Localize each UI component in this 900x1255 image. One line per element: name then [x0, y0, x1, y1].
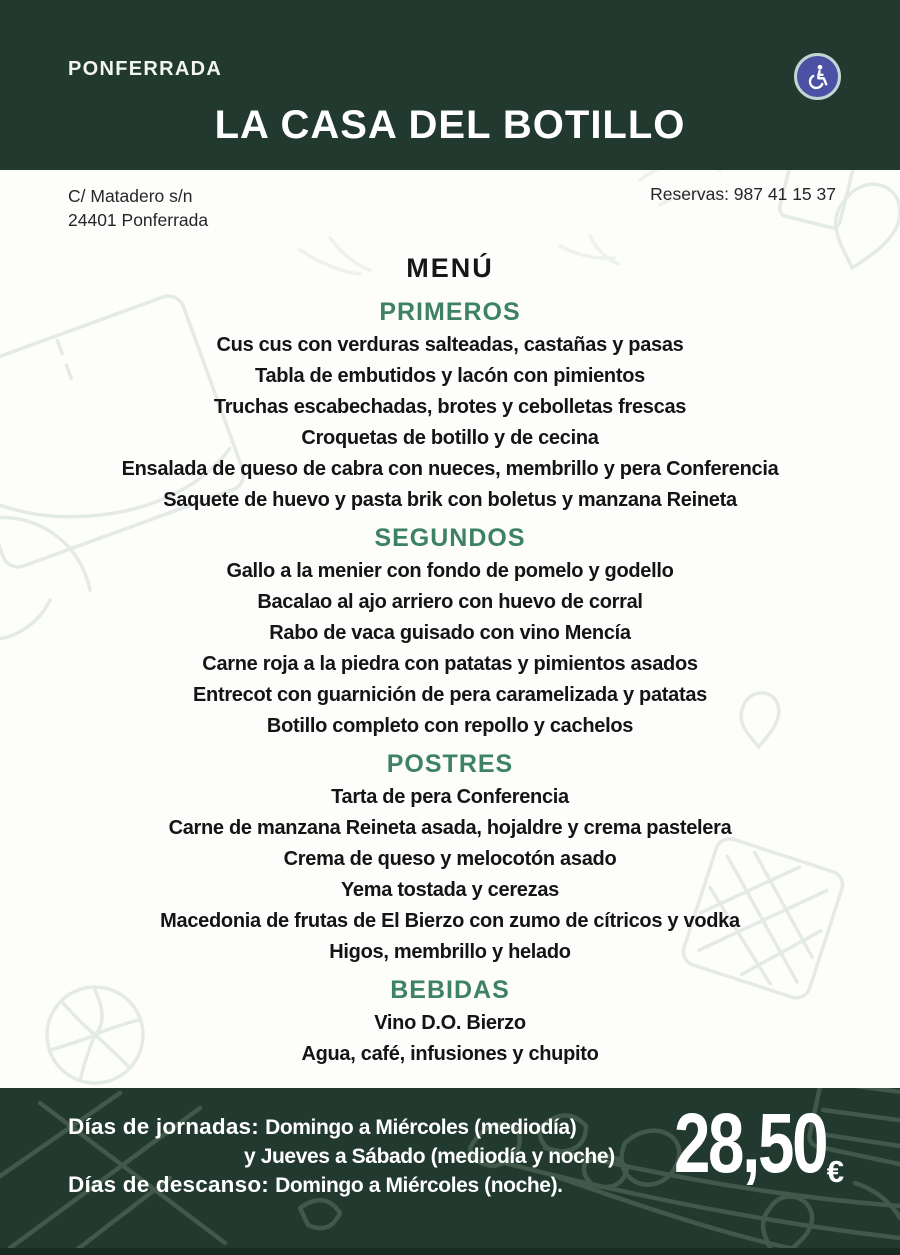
restaurant-title: LA CASA DEL BOTILLO [214, 103, 686, 147]
menu-item: Croquetas de botillo y de cecina [301, 427, 599, 449]
menu-price [631, 1096, 844, 1190]
menu-item: Carne roja a la piedra con patatas y pimientos asados [202, 653, 698, 675]
city-label: PONFERRADA [68, 58, 223, 80]
menu-item: Vino D.O. Bierzo [374, 1012, 526, 1034]
menu-section-primeros [0, 298, 900, 516]
menu-item: Rabo de vaca guisado con vino Mencía [269, 622, 631, 644]
menu-item: Carne de manzana Reineta asada, hojaldre y crema pastelera [168, 817, 732, 839]
price-amount: 28,50 [673, 1096, 826, 1190]
accessibility-widget-button[interactable] [794, 53, 841, 100]
menu-item: Gallo a la menier con fondo de pomelo y godello [226, 560, 674, 582]
menu-item: Higos, membrillo y helado [329, 941, 571, 963]
doodle-heart-small-icon [300, 1200, 340, 1228]
section-heading-primeros: PRIMEROS [379, 298, 521, 326]
section-heading-bebidas: BEBIDAS [390, 976, 510, 1004]
menu-item: Tabla de embutidos y lacón con pimientos [255, 365, 645, 387]
schedule-line-jornadas [68, 1113, 615, 1142]
jornadas-value-1: Domingo a Miércoles (mediodía) [265, 1116, 577, 1139]
menu-item: Agua, café, infusiones y chupito [301, 1043, 599, 1065]
menu-item: Macedonia de frutas de El Bierzo con zumo de cítricos y vodka [160, 910, 740, 932]
address-line-2: 24401 Ponferrada [68, 210, 209, 230]
address-line-1: C/ Matadero s/n [68, 186, 193, 206]
menu-item: Truchas escabechadas, brotes y cebolletas frescas [213, 396, 687, 418]
doodle-curve-icon [855, 1183, 900, 1218]
descanso-label: Días de descanso: [68, 1172, 269, 1197]
menu-body [0, 252, 900, 1070]
reservations-phone: Reservas: 987 41 15 37 [650, 184, 836, 204]
descanso-value: Domingo a Miércoles (noche). [275, 1174, 563, 1197]
menu-item: Ensalada de queso de cabra con nueces, membrillo y pera Conferencia [121, 458, 779, 480]
menu-item: Bacalao al ajo arriero con huevo de corral [257, 591, 643, 613]
schedule-line-jornadas-2 [68, 1142, 615, 1171]
menu-section-segundos [0, 524, 900, 742]
section-heading-segundos: SEGUNDOS [374, 524, 526, 552]
euro-symbol: € [826, 1154, 844, 1189]
address-block [68, 184, 208, 232]
menu-item: Yema tostada y cerezas [341, 879, 559, 901]
menu-item: Tarta de pera Conferencia [331, 786, 569, 808]
menu-item: Cus cus con verduras salteadas, castañas y pasas [216, 334, 684, 356]
menu-item: Entrecot con guarnición de pera caramelizada y patatas [193, 684, 707, 706]
jornadas-label: Días de jornadas: [68, 1114, 259, 1139]
wheelchair-icon [803, 62, 833, 92]
footer [0, 1088, 900, 1255]
menu-item: Crema de queso y melocotón asado [283, 848, 617, 870]
jornadas-value-2: y Jueves a Sábado (mediodía y noche) [244, 1145, 615, 1168]
schedule-block [68, 1113, 615, 1200]
menu-item: Botillo completo con repollo y cachelos [266, 715, 634, 737]
menu-item: Saquete de huevo y pasta brik con boletus y manzana Reineta [163, 489, 737, 511]
menu-section-bebidas [0, 976, 900, 1070]
menu-section-postres [0, 750, 900, 968]
section-heading-postres: POSTRES [386, 750, 514, 778]
menu-title: MENÚ [406, 253, 494, 283]
schedule-line-descanso [68, 1171, 615, 1200]
header [0, 0, 900, 170]
